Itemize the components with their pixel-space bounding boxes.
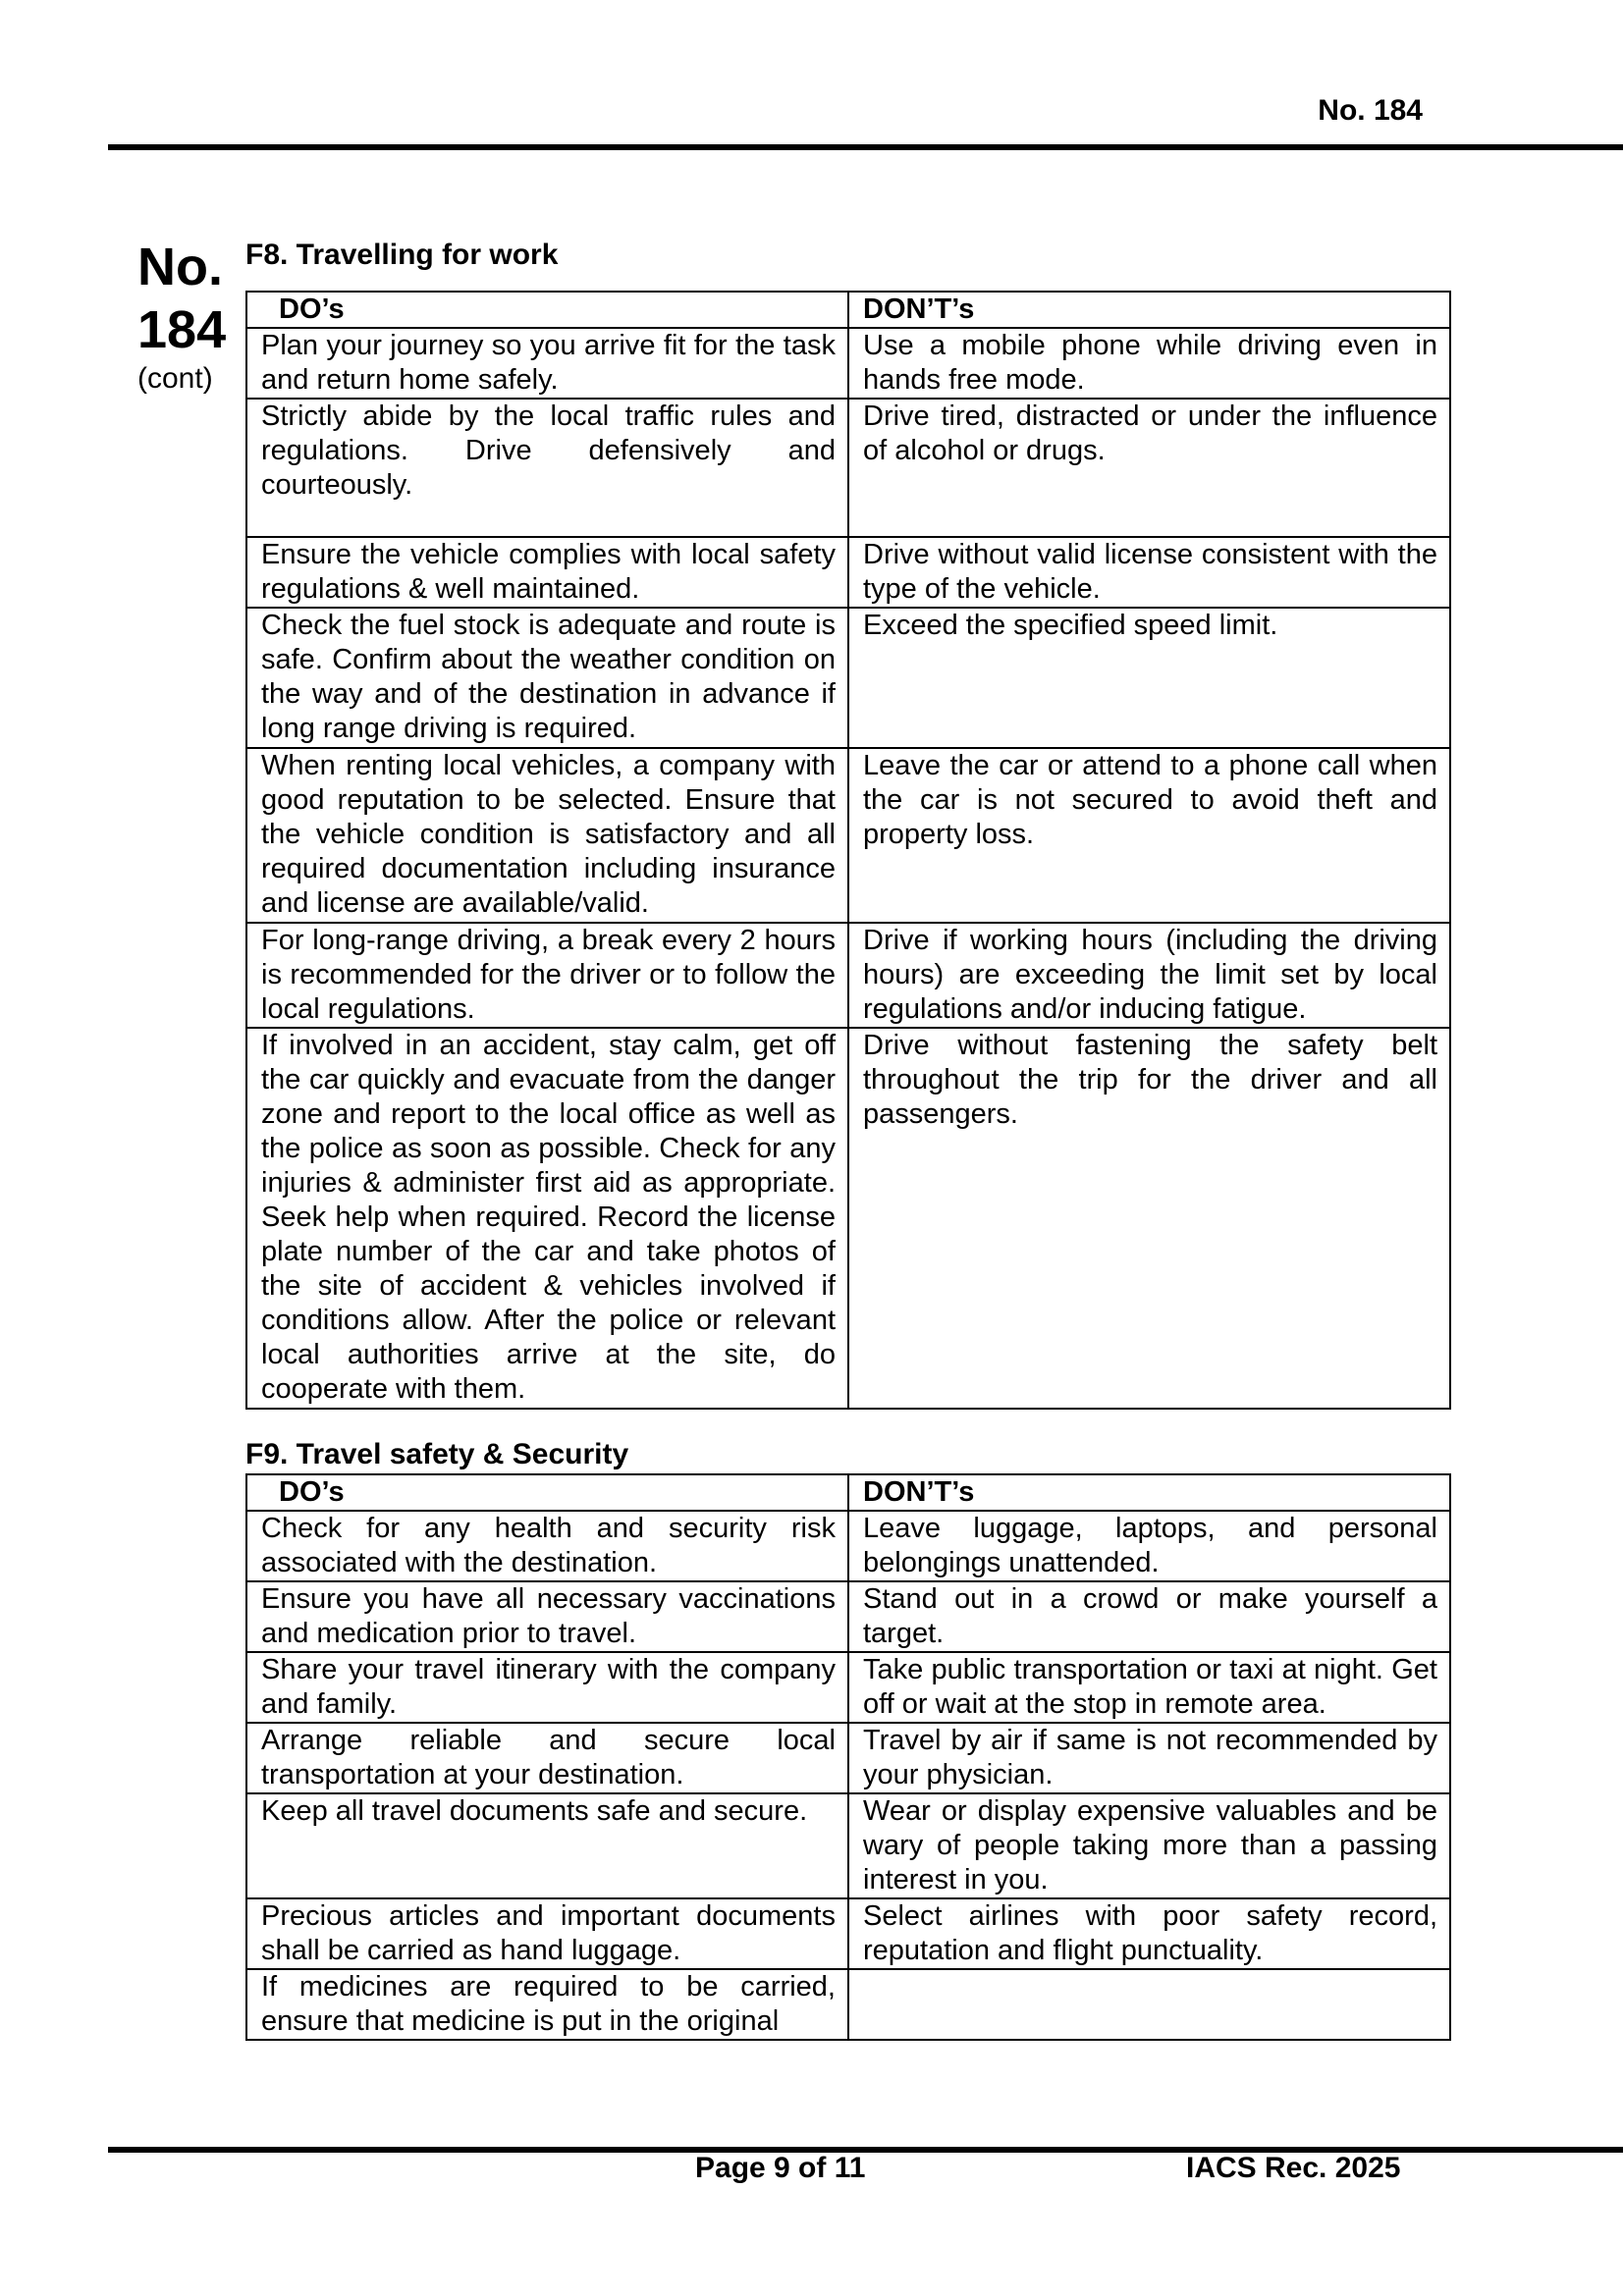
dont-cell: Drive without valid license consistent with the type of the vehicle. <box>848 537 1450 608</box>
do-cell: Plan your journey so you arrive fit for the task and return home safely. <box>246 328 848 399</box>
table-row <box>246 1511 1450 1581</box>
table-row <box>246 748 1450 923</box>
do-cell: Keep all travel documents safe and secure. <box>246 1793 848 1898</box>
dont-cell: Travel by air if same is not recommended by your physician. <box>848 1723 1450 1793</box>
dont-cell: Drive tired, distracted or under the influence of alcohol or drugs. <box>848 399 1450 537</box>
do-cell: Strictly abide by the local traffic rules and regulations. Drive defensively and courteously. <box>246 399 848 537</box>
dont-cell: Stand out in a crowd or make yourself a target. <box>848 1581 1450 1652</box>
dont-cell: Wear or display expensive valuables and be wary of people taking more than a passing interest in you. <box>848 1793 1450 1898</box>
table-row <box>246 923 1450 1028</box>
do-cell: Check for any health and security risk associated with the destination. <box>246 1511 848 1581</box>
do-cell: When renting local vehicles, a company with good reputation to be selected. Ensure that the vehicle condition is satisfactory and all required documentation including insurance and license are available/valid. <box>246 748 848 923</box>
margin-document-number <box>137 236 236 397</box>
table-row <box>246 1028 1450 1409</box>
do-cell: Check the fuel stock is adequate and route is safe. Confirm about the weather condition on the way and of the destination in advance if long range driving is required. <box>246 608 848 748</box>
table-row <box>246 1969 1450 2040</box>
dont-cell: Drive if working hours (including the driving hours) are exceeding the limit set by local regulations and/or inducing fatigue. <box>848 923 1450 1028</box>
dont-cell: Drive without fastening the safety belt throughout the trip for the driver and all passengers. <box>848 1028 1450 1409</box>
column-header-dos: DO’s <box>246 1474 848 1511</box>
do-cell: Share your travel itinerary with the company and family. <box>246 1652 848 1723</box>
section-title-f8: F8. Travelling for work <box>245 239 559 271</box>
table-row <box>246 1581 1450 1652</box>
f8-dos-donts-table <box>245 291 1451 1410</box>
do-cell: Ensure the vehicle complies with local safety regulations & well maintained. <box>246 537 848 608</box>
page-number: Page 9 of 11 <box>695 2152 866 2184</box>
f9-dos-donts-table <box>245 1473 1451 2041</box>
section-title-f9: F9. Travel safety & Security <box>245 1438 629 1470</box>
table-header-row <box>246 292 1450 328</box>
margin-number-line2: 184 <box>137 300 227 359</box>
column-header-donts: DON’T’s <box>848 1474 1450 1511</box>
do-cell: If medicines are required to be carried, ensure that medicine is put in the original <box>246 1969 848 2040</box>
do-cell: Precious articles and important documents shall be carried as hand luggage. <box>246 1898 848 1969</box>
margin-cont-label: (cont) <box>137 362 213 395</box>
dont-cell: Leave the car or attend to a phone call when the car is not secured to avoid theft and property loss. <box>848 748 1450 923</box>
dont-cell <box>848 1969 1450 2040</box>
do-cell: For long-range driving, a break every 2 hours is recommended for the driver or to follow the local regulations. <box>246 923 848 1028</box>
table-header-row <box>246 1474 1450 1511</box>
table-row <box>246 608 1450 748</box>
table-row <box>246 1723 1450 1793</box>
margin-number-line1: No. <box>137 238 223 296</box>
table-row <box>246 1793 1450 1898</box>
column-header-donts: DON’T’s <box>848 292 1450 328</box>
table-row <box>246 1898 1450 1969</box>
dont-cell: Exceed the specified speed limit. <box>848 608 1450 748</box>
table-row <box>246 399 1450 537</box>
document-number-header: No. 184 <box>1318 94 1423 127</box>
table-row <box>246 328 1450 399</box>
recommendation-label: IACS Rec. 2025 <box>1186 2152 1401 2184</box>
do-cell: Ensure you have all necessary vaccinations and medication prior to travel. <box>246 1581 848 1652</box>
table-row <box>246 1652 1450 1723</box>
table-row <box>246 537 1450 608</box>
dont-cell: Select airlines with poor safety record, reputation and flight punctuality. <box>848 1898 1450 1969</box>
dont-cell: Leave luggage, laptops, and personal belongings unattended. <box>848 1511 1450 1581</box>
do-cell: Arrange reliable and secure local transportation at your destination. <box>246 1723 848 1793</box>
do-cell: If involved in an accident, stay calm, get off the car quickly and evacuate from the danger zone and report to the local office as well as the police as soon as possible. Check for any injuries & administer first aid as appropriate. Seek help when required. Record the license plate number of the car and take photos of the site of accident & vehicles involved if conditions allow. After the police or relevant local authorities arrive at the site, do cooperate with them. <box>246 1028 848 1409</box>
header-rule <box>108 144 1623 150</box>
column-header-dos: DO’s <box>246 292 848 328</box>
dont-cell: Take public transportation or taxi at night. Get off or wait at the stop in remote area. <box>848 1652 1450 1723</box>
dont-cell: Use a mobile phone while driving even in hands free mode. <box>848 328 1450 399</box>
